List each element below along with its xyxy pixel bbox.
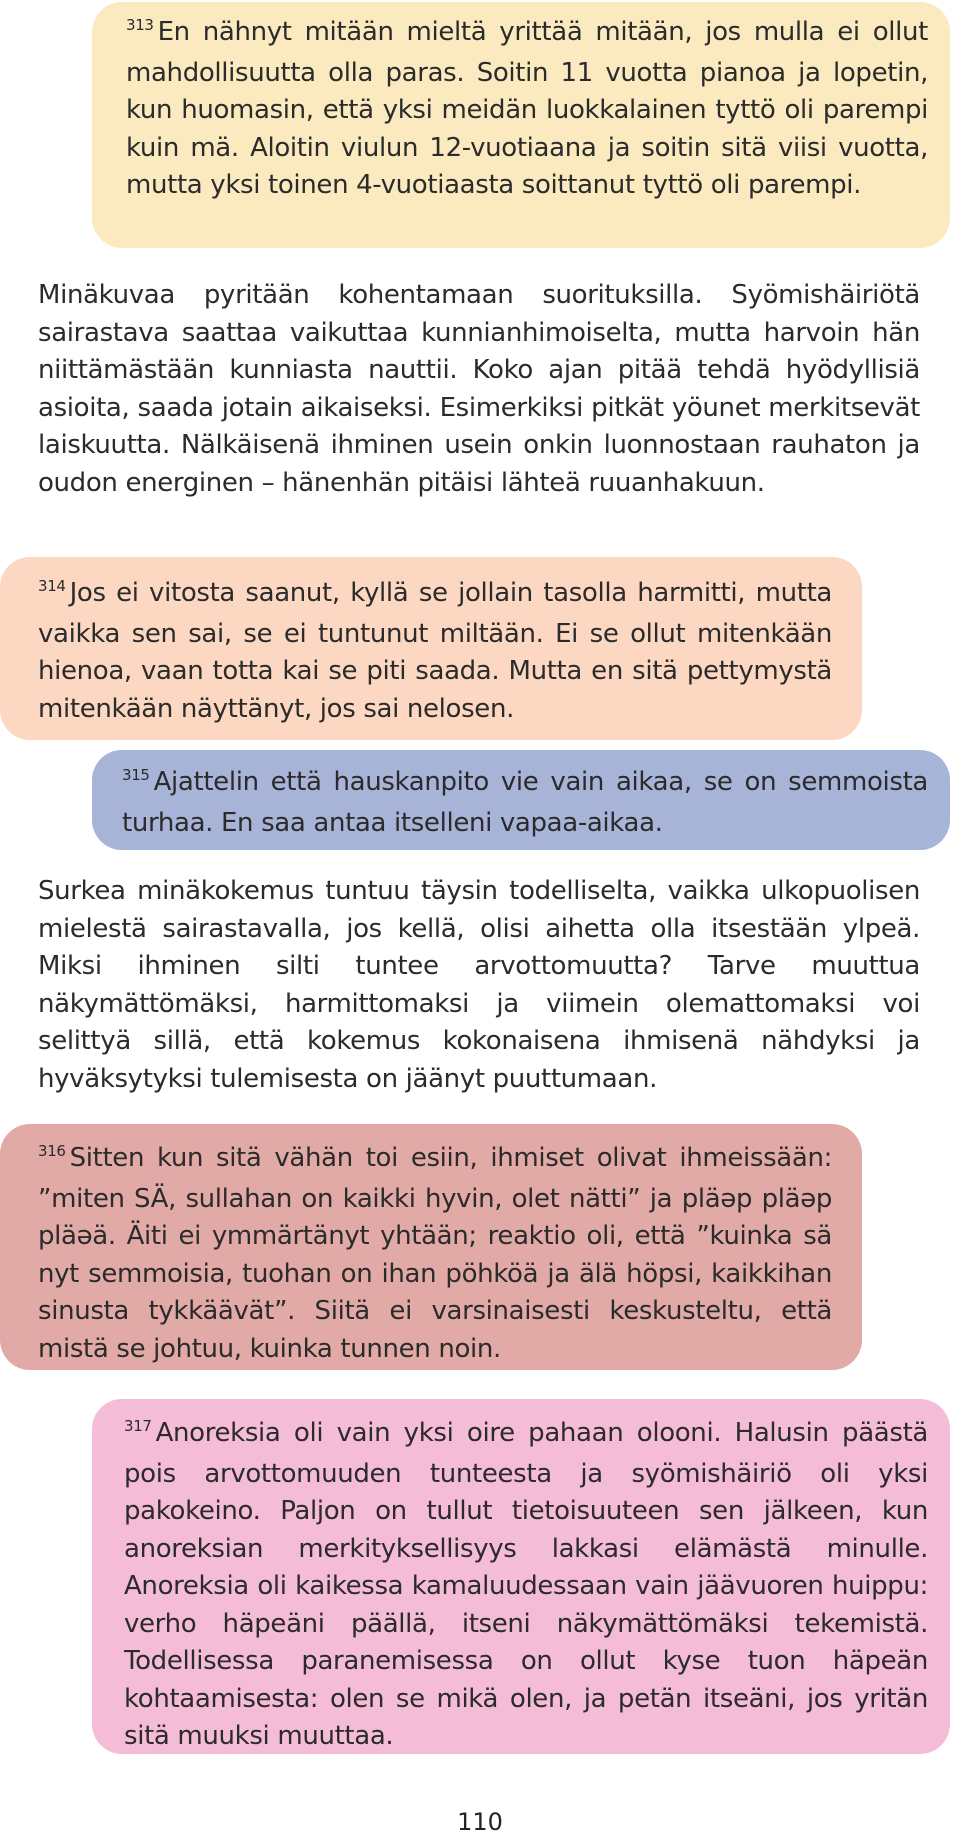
quote-number: 317 [124,1417,152,1435]
quote-box-317 [92,1399,950,1754]
quote-box-313 [92,2,950,248]
body-paragraph: Minäkuvaa pyritään kohentamaan suorituksilla. Syömishäiriötä sairastava saattaa vaikuttaa kunnianhimoiselta, mutta harvoin hän niittämästään kunniasta nauttii. Koko ajan pitää tehdä hyödyllisiä asioita, saada jotain aikaiseksi. Esimerkiksi pitkät yöunet merkitsevät laiskuutta. Nälkäisenä ihminen usein onkin luonnostaan rauhaton ja oudon energinen – hänenhän pitäisi lähteä ruuanhakuun. [38,280,920,498]
body-paragraph: Surkea minäkokemus tuntuu täysin todelliselta, vaikka ulkopuolisen mielestä sairastavalla, jos kellä, olisi aihetta olla itsestään ylpeä. Miksi ihminen silti tuntee arvottomuutta? Tarve muuttua näkymättömäksi, harmittomaksi ja viimein olemattomaksi voi selittyä sillä, että kokemus kokonaisena ihmisenä nähdyksi ja hyväksytyksi tulemisesta on jäänyt puuttumaan. [38,876,920,1094]
quote-box-314 [0,557,862,740]
quote-text: Sitten kun sitä vähän toi esiin, ihmiset olivat ihmeissään: ”miten SÄ, sullahan on kaikki hyvin, olet nätti” ja pläәp pläәp pläәä. Äiti ei ymmärtänyt yhtään; reaktio oli, että ”kuinka sä nyt semmoisia, tuohan on ihan pöhköä ja älä höpsi, kaikkihan sinusta tykkäävät”. Siitä ei varsinaisesti keskusteltu, että mistä se johtuu, kuinka tunnen noin. [38,1143,832,1364]
quote-number: 313 [126,16,154,34]
quote-box-315 [92,750,950,850]
quote-text: Jos ei vitosta saanut, kyllä se jollain tasolla harmitti, mutta vaikka sen sai, se ei tuntunut miltään. Ei se ollut mitenkään hienoa, vaan totta kai se piti saada. Mutta en sitä pettymystä mitenkään näyttänyt, jos sai nelosen. [38,578,832,724]
quote-number: 315 [122,766,150,784]
quote-text: En nähnyt mitään mieltä yrittää mitään, jos mulla ei ollut mahdollisuutta olla paras. Soitin 11 vuotta pianoa ja lopetin, kun huomasin, että yksi meidän luokkalainen tyttö oli parempi kuin mä. Aloitin viulun 12-vuotiaana ja soitin sitä viisi vuotta, mutta yksi toinen 4-vuotiaasta soittanut tyttö oli parempi. [126,17,928,200]
quote-text: Ajattelin että hauskanpito vie vain aikaa, se on semmoista turhaa. En saa antaa itselleni vapaa-aikaa. [122,767,928,838]
page-number: 110 [457,1808,503,1836]
quote-text: Anoreksia oli vain yksi oire pahaan olooni. Halusin päästä pois arvottomuuden tunteesta ja syömishäiriö oli yksi pakokeino. Paljon on tullut tietoisuuteen sen jälkeen, kun anoreksian merkityksellisyys lakkasi elämästä minulle. Anoreksia oli kaikessa kamaluudessaan vain jäävuoren huippu: verho häpeäni päällä, itseni näkymättömäksi tekemistä. Todellisessa paranemisessa on ollut kyse tuon häpeän kohtaamisesta: olen se mikä olen, ja petän itseäni, jos yritän sitä muuksi muuttaa. [124,1418,928,1751]
quote-box-316 [0,1124,862,1370]
quote-number: 316 [38,1142,66,1160]
quote-number: 314 [38,577,66,595]
